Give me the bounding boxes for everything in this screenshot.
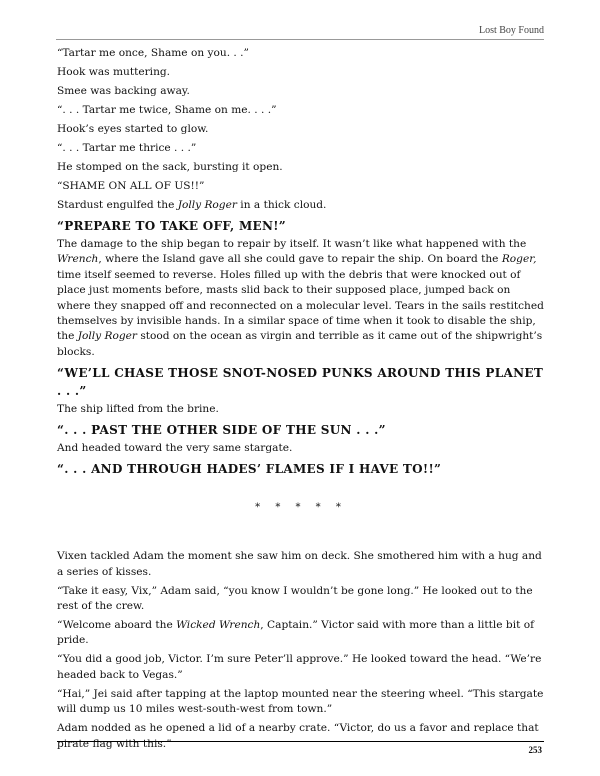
- text-run: in a thick cloud.: [236, 199, 327, 211]
- text-run: time itself seemed to reverse. Holes filled up with the debris that were knocked out of place just moments before, masts slid back to their supposed place, jumped back on where they snapped off and reconnected on a molecular level. Tears in the sails restitched themselves by invisible hands. In a similar space of time when it took to disable the ship, the: [57, 268, 544, 343]
- paragraph: [57, 237, 545, 360]
- paragraph: [57, 618, 545, 649]
- paragraph: He stomped on the sack, bursting it open.: [57, 161, 283, 173]
- paragraph: Vixen tackled Adam the moment she saw him on deck. She smothered him with a hug and a series of kisses.: [57, 550, 542, 578]
- paragraph: “. . . Tartar me thrice . . .”: [57, 142, 197, 154]
- shout-line: “. . . AND THROUGH HADES’ FLAMES IF I HAVE TO!!”: [57, 461, 442, 476]
- running-header: Lost Boy Found: [478, 25, 544, 36]
- text-run: stood on the ocean as virgin and terrible as it came out of the shipwright’s blocks.: [57, 330, 543, 358]
- paragraph: “Tartar me once, Shame on you. . .”: [57, 47, 249, 59]
- text-run: , where the Island gave all she could gave to repair the ship. On board the: [98, 253, 502, 266]
- footer-rule: [57, 741, 544, 742]
- paragraph: “Take it easy, Vix,” Adam said, “you know I wouldn’t be gone long.” He looked out to the rest of the crew.: [57, 584, 533, 613]
- paragraph: [57, 198, 545, 213]
- ship-name: Roger,: [501, 253, 537, 266]
- page-body: [57, 46, 545, 756]
- paragraph: Adam nodded as he opened a lid of a nearby crate. “Victor, do us a favor and replace that pirate flag with this.”: [57, 722, 539, 750]
- shout-line: “. . . PAST THE OTHER SIDE OF THE SUN . . .”: [57, 422, 386, 437]
- header-rule: [56, 39, 544, 40]
- paragraph: And headed toward the very same stargate.: [57, 441, 293, 454]
- text-run: “Welcome aboard the: [57, 619, 177, 632]
- paragraph: Smee was backing away.: [57, 85, 190, 97]
- text-run: , Captain.” Victor said with more than a little bit of pride.: [57, 619, 535, 647]
- text-run: The damage to the ship began to repair by itself. It wasn’t like what happened with the: [57, 238, 527, 250]
- shout-line: “WE’LL CHASE THOSE SNOT-NOSED PUNKS AROUND THIS PLANET . . .”: [57, 365, 544, 398]
- ship-name: Jolly Roger: [177, 199, 237, 211]
- ship-name: Wrench: [57, 253, 99, 266]
- paragraph: Hook’s eyes started to glow.: [57, 123, 209, 135]
- paragraph: “You did a good job, Victor. I’m sure Peter’ll approve.” He looked toward the head. “We’re headed back to Vegas.”: [57, 653, 542, 681]
- ship-name: Wicked Wrench: [176, 619, 261, 632]
- shout-line: “PREPARE TO TAKE OFF, MEN!”: [57, 219, 287, 233]
- paragraph: “Hai,” Jei said after tapping at the laptop mounted near the steering wheel. “This stargate will dump us 10 miles west-south-west from town.”: [57, 687, 544, 716]
- ship-name: Jolly Roger: [77, 330, 137, 343]
- text-run: Stardust engulfed the: [57, 199, 178, 211]
- paragraph: “. . . Tartar me twice, Shame on me. . . .”: [57, 104, 277, 116]
- page-number: 253: [528, 745, 542, 755]
- paragraph: Hook was muttering.: [57, 66, 171, 78]
- paragraph: “SHAME ON ALL OF US!!”: [57, 180, 205, 192]
- paragraph: The ship lifted from the brine.: [57, 402, 219, 415]
- scene-separator: * * * * *: [255, 501, 347, 513]
